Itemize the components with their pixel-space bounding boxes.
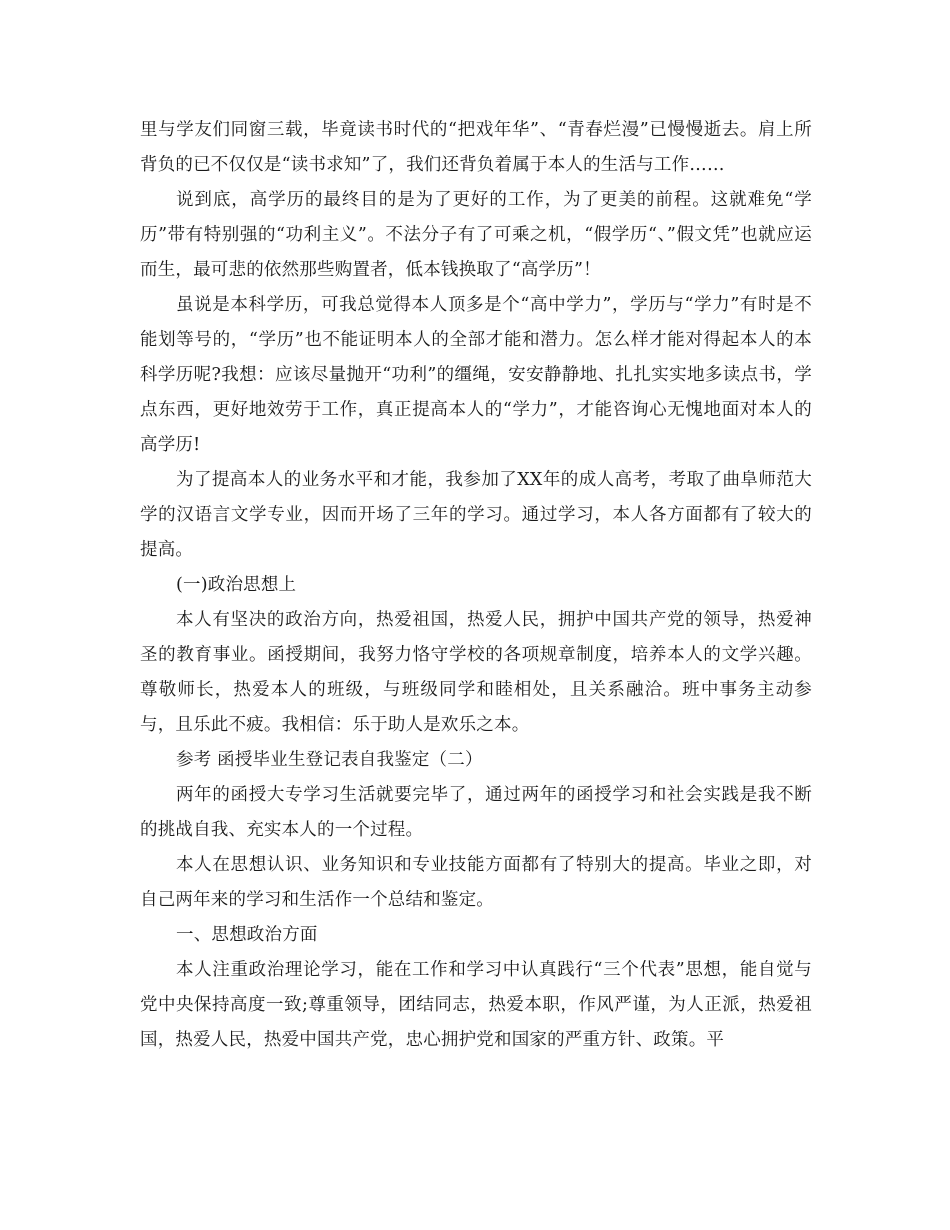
reference-title: 参考 函授毕业生登记表自我鉴定（二） — [176, 750, 483, 770]
section-heading-ideology: 一、思想政治方面 — [176, 925, 318, 945]
paragraph-3: 虽说是本科学历，可我总觉得本人顶多是个“高中学力”，学历与“学力”有时是不能划等号的，“学历”也不能证明本人的全部才能和潜力。怎么样才能对得起本人的本科学历呢?我想：应该尽量抛开“功利”的缰绳，安安静静地、扎扎实实地多读点书，学点东西，更好地效劳于工作，真正提高本人的“学力”，才能咨询心无愧地面对本人的高学历! — [140, 295, 812, 455]
document-body — [140, 113, 812, 1058]
section-heading-political-thought: (一)政治思想上 — [176, 575, 297, 595]
paragraph-1: 里与学友们同窗三载，毕竟读书时代的“把戏年华”、“青春烂漫”已慢慢逝去。肩上所背负的已不仅仅是“读书求知”了，我们还背负着属于本人的生活与工作…… — [140, 120, 812, 175]
paragraph-7: 本人在思想认识、业务知识和专业技能方面都有了特别大的提高。毕业之即，对自己两年来的学习和生活作一个总结和鉴定。 — [140, 855, 812, 910]
paragraph-6: 两年的函授大专学习生活就要完毕了，通过两年的函授学习和社会实践是我不断的挑战自我、充实本人的一个过程。 — [140, 785, 812, 840]
paragraph-5: 本人有坚决的政治方向，热爱祖国，热爱人民，拥护中国共产党的领导，热爱神圣的教育事业。函授期间，我努力恪守学校的各项规章制度，培养本人的文学兴趣。尊敬师长，热爱本人的班级，与班级同学和睦相处，且关系融洽。班中事务主动参与，且乐此不疲。我相信：乐于助人是欢乐之本。 — [140, 610, 812, 735]
paragraph-2: 说到底，高学历的最终目的是为了更好的工作，为了更美的前程。这就难免“学历”带有特别强的“功利主义”。不法分子有了可乘之机，“假学历“、”假文凭”也就应运而生，最可悲的依然那些购置者，低本钱换取了“高学历”！ — [140, 190, 812, 280]
paragraph-4: 为了提高本人的业务水平和才能，我参加了XX年的成人高考，考取了曲阜师范大学的汉语言文学专业，因而开场了三年的学习。通过学习，本人各方面都有了较大的提高。 — [140, 470, 812, 560]
paragraph-8: 本人注重政治理论学习，能在工作和学习中认真践行“三个代表”思想，能自觉与党中央保持高度一致;尊重领导，团结同志，热爱本职，作风严谨，为人正派，热爱祖国，热爱人民，热爱中国共产党，忠心拥护党和国家的严重方针、政策。平 — [140, 960, 812, 1050]
